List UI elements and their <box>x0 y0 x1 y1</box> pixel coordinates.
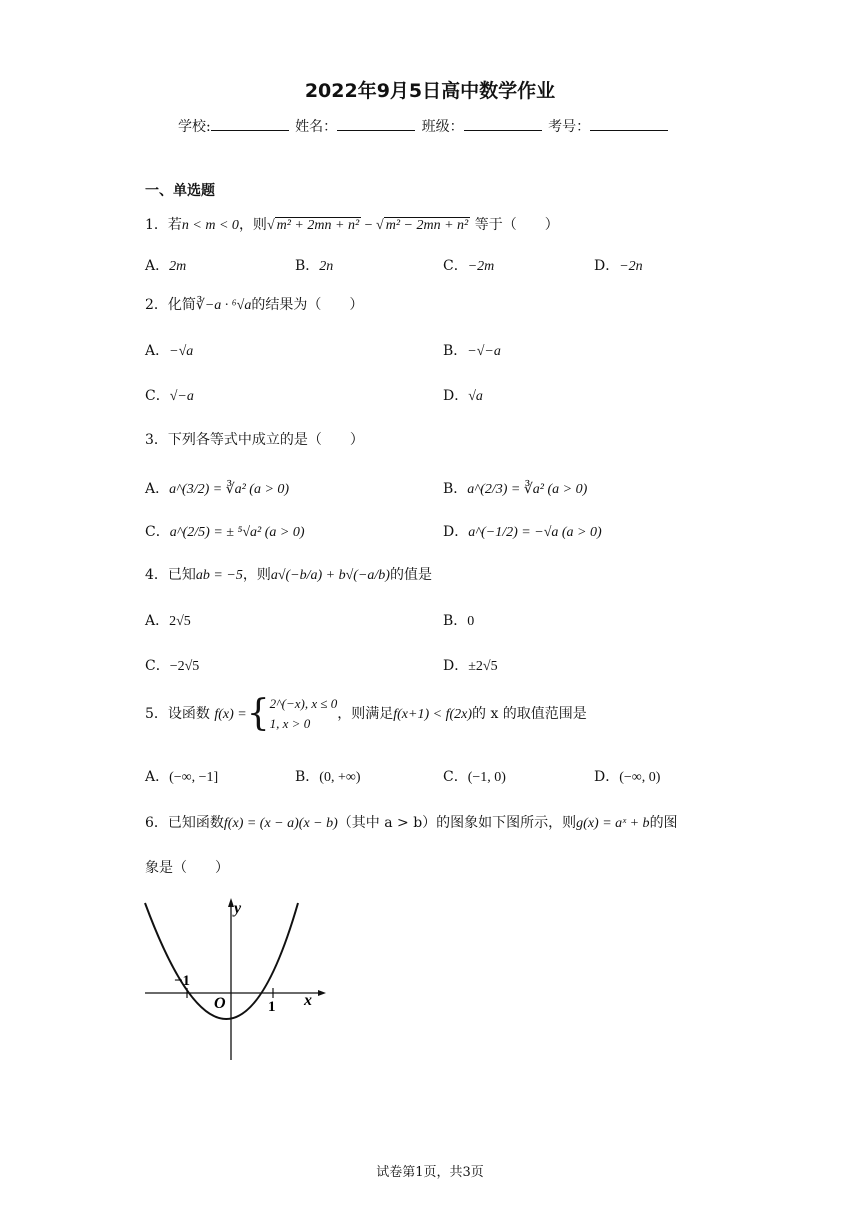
q6-number: 6．已知函数 <box>145 815 224 831</box>
q3-option-d[interactable]: D．a^(−1/2) = −√a (a > 0) <box>443 524 602 540</box>
class-blank[interactable] <box>464 118 542 131</box>
q2-end: 的结果为（ ） <box>251 297 364 313</box>
q4-mid: ，则 <box>242 567 271 583</box>
name-blank[interactable] <box>337 118 415 131</box>
origin-label: O <box>214 995 226 1012</box>
y-label: y <box>234 900 242 917</box>
question-3-stem: 3．下列各等式中成立的是（ ） <box>145 432 364 448</box>
question-2-stem <box>145 294 363 314</box>
question-6-stem <box>145 812 678 832</box>
neg1-label: −1 <box>174 973 191 989</box>
question-5-stem <box>145 694 587 734</box>
school-blank[interactable] <box>211 118 289 131</box>
q2-option-c[interactable]: C．√−a <box>145 388 194 404</box>
q3-option-a[interactable]: A．a^(3/2) = ∛a² (a > 0) <box>145 481 290 497</box>
q1-end: 等于（ ） <box>470 217 559 233</box>
q4-number: 4．已知 <box>145 567 196 583</box>
q4-end: 的值是 <box>389 567 432 583</box>
q5-brace: { <box>246 693 270 734</box>
page-footer: 试卷第1页，共3页 <box>376 1165 484 1180</box>
q6-function: f(x) = (x − a)(x − b) <box>223 816 338 831</box>
question-6-line2: 象是（ ） <box>145 860 229 876</box>
q5-inequality: f(x+1) < f(2x) <box>393 707 472 722</box>
q1-option-b[interactable]: B．2n <box>295 258 334 274</box>
q2-option-b[interactable]: B．−√−a <box>443 343 501 359</box>
q6-gx: g(x) = aˣ + b <box>576 816 650 831</box>
q4-option-b[interactable]: B．0 <box>443 613 475 629</box>
q5-option-b[interactable]: B．(0, +∞) <box>295 769 361 785</box>
q2-expression: ∛−a · ⁶√a <box>195 298 252 313</box>
q5-option-a[interactable]: A．(−∞, −1] <box>145 769 219 785</box>
q2-number: 2．化简 <box>145 297 196 313</box>
q4-option-d[interactable]: D．±2√5 <box>443 658 498 674</box>
q4-condition: ab = −5 <box>195 568 243 583</box>
q1-option-a[interactable]: A．2m <box>145 258 187 274</box>
q5-option-c[interactable]: C．(−1, 0) <box>443 769 506 785</box>
question-1-stem: 1．若n < m < 0，则√ m² + 2mn + n² − √ m² − 2mn + n² 等于（ ） <box>145 217 559 233</box>
q6-end: 的图 <box>649 815 678 831</box>
q1-radical-2: √ m² − 2mn + n² <box>376 218 469 233</box>
q6-mid: （其中 a > b）的图象如下图所示，则 <box>337 815 577 831</box>
exam-no-label: 考号： <box>548 119 591 135</box>
exam-no-blank[interactable] <box>590 118 668 131</box>
q5-function: f(x) = <box>214 707 247 722</box>
parabola-graph <box>140 895 340 1065</box>
q5-number: 5．设函数 <box>145 706 210 722</box>
q4-expression: a√(−b/a) + b√(−a/b) <box>270 568 390 583</box>
q1-option-d[interactable]: D．−2n <box>594 258 643 274</box>
q4-option-a[interactable]: A．2√5 <box>145 613 191 629</box>
q1-radical-1: √ m² + 2mn + n² <box>266 218 360 233</box>
pos1-label: 1 <box>268 999 276 1015</box>
q5-mid: ，则满足 <box>337 706 394 722</box>
name-label: 姓名： <box>295 119 338 135</box>
q3-option-b[interactable]: B．a^(2/3) = ∛a² (a > 0) <box>443 481 588 497</box>
q1-number: 1．若 <box>145 217 182 233</box>
x-label: x <box>304 992 312 1009</box>
q2-option-d[interactable]: D．√a <box>443 388 483 404</box>
question-4-stem <box>145 564 432 584</box>
page-title: 2022年9月5日高中数学作业 <box>304 80 556 102</box>
q3-option-c[interactable]: C．a^(2/5) = ± ⁵√a² (a > 0) <box>145 524 305 540</box>
q1-condition: n < m < 0 <box>181 218 239 233</box>
q5-cases: 2^(−x), x ≤ 0 1, x > 0 <box>269 696 338 731</box>
q2-option-a[interactable]: A．−√a <box>145 343 194 359</box>
x-axis-arrow-icon <box>318 990 326 996</box>
student-info-line <box>178 116 670 136</box>
q5-end: 的 x 的取值范围是 <box>472 706 587 722</box>
q1-mid: ，则 <box>238 217 267 233</box>
q5-option-d[interactable]: D．(−∞, 0) <box>594 769 661 785</box>
section-heading: 一、单选题 <box>145 183 215 199</box>
school-label: 学校: <box>178 119 211 135</box>
class-label: 班级： <box>421 119 464 135</box>
q4-option-c[interactable]: C．−2√5 <box>145 658 200 674</box>
q1-option-c[interactable]: C．−2m <box>443 258 495 274</box>
